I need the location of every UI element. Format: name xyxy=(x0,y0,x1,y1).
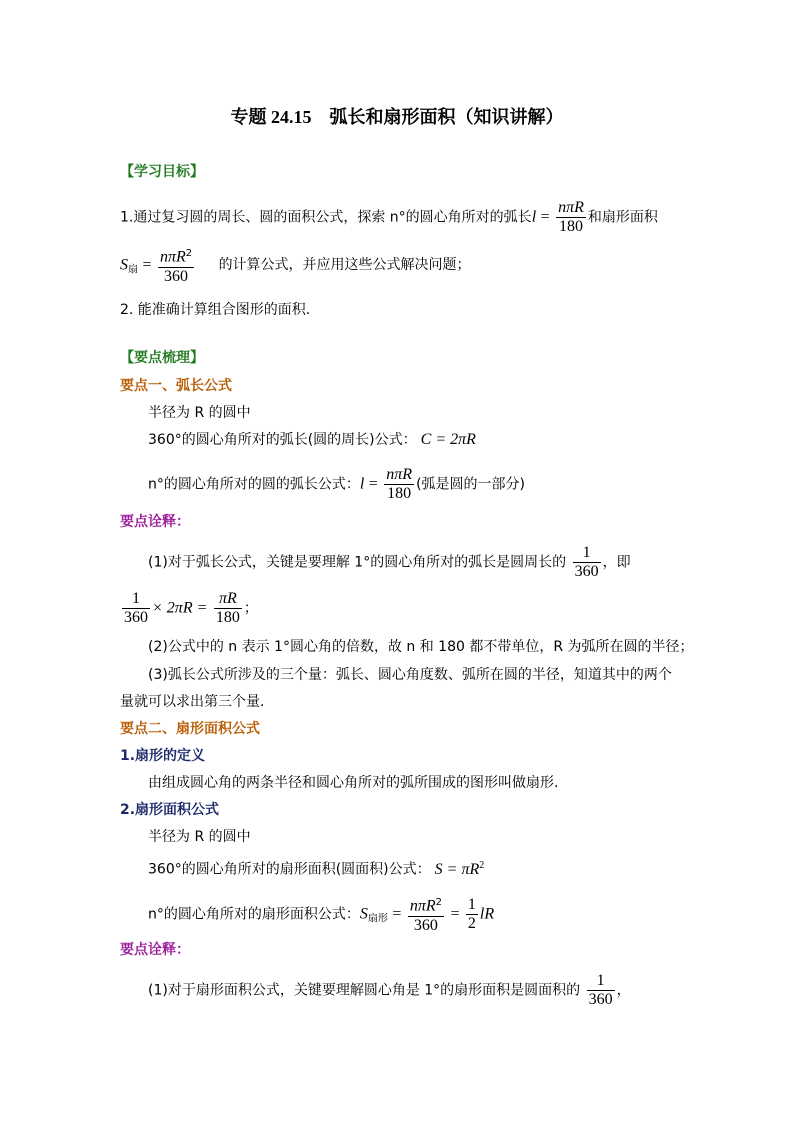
point2-line2 xyxy=(148,856,484,880)
equals-sign: = xyxy=(540,208,550,226)
numerator: 1 xyxy=(122,590,150,609)
point1-line3 xyxy=(148,466,525,503)
denominator: 360 xyxy=(413,916,438,934)
formula-lR: lR xyxy=(479,905,495,923)
numerator: 1 xyxy=(467,895,476,913)
note1-item3-line1: (3)弧长公式所涉及的三个量：弧长、圆心角度数、弧所在圆的半径，知道其中的两个 xyxy=(148,667,672,683)
denominator: 2 xyxy=(467,914,476,932)
formula-l: l xyxy=(359,475,365,493)
objective-item-1 xyxy=(120,199,658,236)
fraction-one-half xyxy=(466,896,478,933)
numerator: πR xyxy=(214,590,242,609)
summary-heading: 【要点梳理】 xyxy=(120,350,204,366)
fraction-arc-length xyxy=(556,199,586,236)
formula-S: S xyxy=(359,905,368,923)
numerator: nπR xyxy=(409,897,436,915)
fraction-sector-area xyxy=(158,245,194,286)
point1-line2 xyxy=(148,430,476,450)
denominator: 180 xyxy=(558,218,583,235)
denominator: 360 xyxy=(574,563,599,580)
fraction-piR-180 xyxy=(214,590,242,627)
objective-1-suffix: 和扇形面积 xyxy=(587,209,658,226)
objective-1-tail: 的计算公式，并应用这些公式解决问题； xyxy=(218,257,471,274)
denominator: 360 xyxy=(124,609,148,626)
formula-circumference: C = 2πR xyxy=(420,431,476,448)
note1-item1-tail: ； xyxy=(243,600,258,617)
fraction-one-360 xyxy=(587,972,615,1009)
note2-title: 要点诠释： xyxy=(120,942,190,958)
point1-line3-text: n°的圆心角所对的圆的弧长公式： xyxy=(148,476,360,493)
point2-line2-text: 360°的圆心角所对的扇形面积(圆面积)公式： xyxy=(148,861,431,878)
formula-circle-area: S = πR xyxy=(434,860,480,878)
denominator: 360 xyxy=(588,991,613,1008)
note1-item1-suffix: ，即 xyxy=(602,554,631,571)
point2-line1: 半径为 R 的圆中 xyxy=(148,829,251,845)
note2-item1-suffix: ， xyxy=(616,982,631,999)
note1-item2: (2)公式中的 n 表示 1°圆心角的倍数，故 n 和 180 都不带单位，R 为弧所在圆的半径； xyxy=(148,639,694,655)
exponent: 2 xyxy=(479,860,485,871)
point2-title: 要点二、扇形面积公式 xyxy=(120,721,260,737)
exponent: 2 xyxy=(185,248,193,259)
note2-item1-text: (1)对于扇形面积公式，关键要理解圆心角是 1°的扇形面积是圆面积的 xyxy=(148,982,581,999)
point2-line3 xyxy=(148,894,494,935)
point1-line1: 半径为 R 的圆中 xyxy=(148,405,251,421)
denominator: 180 xyxy=(215,609,240,626)
exponent: 2 xyxy=(435,897,442,908)
point2-sub1-title: 1.扇形的定义 xyxy=(120,748,206,764)
numerator: 1 xyxy=(587,972,615,991)
numerator: nπR xyxy=(386,466,413,483)
subscript-shan: 扇 xyxy=(128,264,138,276)
subscript-shanxing: 扇形 xyxy=(367,913,388,925)
denominator: 360 xyxy=(164,267,189,285)
note1-item1-formula xyxy=(120,590,258,627)
fraction-one-360 xyxy=(122,590,150,627)
note1-item1 xyxy=(148,544,631,581)
point2-sub2-title: 2.扇形面积公式 xyxy=(120,802,220,818)
equals-sign: = xyxy=(392,905,402,923)
equals-sign: = xyxy=(142,256,152,274)
numerator: nπR xyxy=(159,248,186,266)
note2-item1 xyxy=(148,972,631,1009)
objectives-heading: 【学习目标】 xyxy=(120,164,204,180)
point2-sub1-text: 由组成圆心角的两条半径和圆心角所对的弧所围成的图形叫做扇形. xyxy=(148,775,559,791)
fraction-arc-length xyxy=(384,466,414,503)
fraction-sector-area xyxy=(408,894,444,935)
page-title: 专题 24.15 弧长和扇形面积（知识讲解） xyxy=(230,107,564,127)
numerator: 1 xyxy=(573,544,601,563)
note1-title: 要点诠释： xyxy=(120,514,190,530)
formula-S: S xyxy=(120,256,128,274)
denominator: 180 xyxy=(387,485,412,502)
numerator: nπR xyxy=(558,199,584,216)
equals-sign: = xyxy=(450,905,460,923)
formula-times: × 2πR = xyxy=(152,599,208,617)
note1-item3-line2: 量就可以求出第三个量. xyxy=(120,694,265,710)
point1-line2-text: 360°的圆心角所对的弧长(圆的周长)公式： xyxy=(148,432,417,448)
formula-l: l xyxy=(531,208,537,226)
objective-item-1-cont xyxy=(120,245,471,286)
point1-line3-suffix: (弧是圆的一部分) xyxy=(416,476,525,493)
point2-line3-text: n°的圆心角所对的扇形面积公式： xyxy=(148,906,360,923)
objective-1-text: 1.通过复习圆的周长、圆的面积公式，探索 n°的圆心角所对的弧长 xyxy=(120,209,532,226)
objective-item-2: 2. 能准确计算组合图形的面积. xyxy=(120,302,311,318)
note1-item1-text: (1)对于弧长公式，关键是要理解 1°的圆心角所对的弧长是圆周长的 xyxy=(148,554,567,571)
equals-sign: = xyxy=(368,475,378,493)
fraction-one-360 xyxy=(573,544,601,581)
point1-title: 要点一、弧长公式 xyxy=(120,378,232,394)
